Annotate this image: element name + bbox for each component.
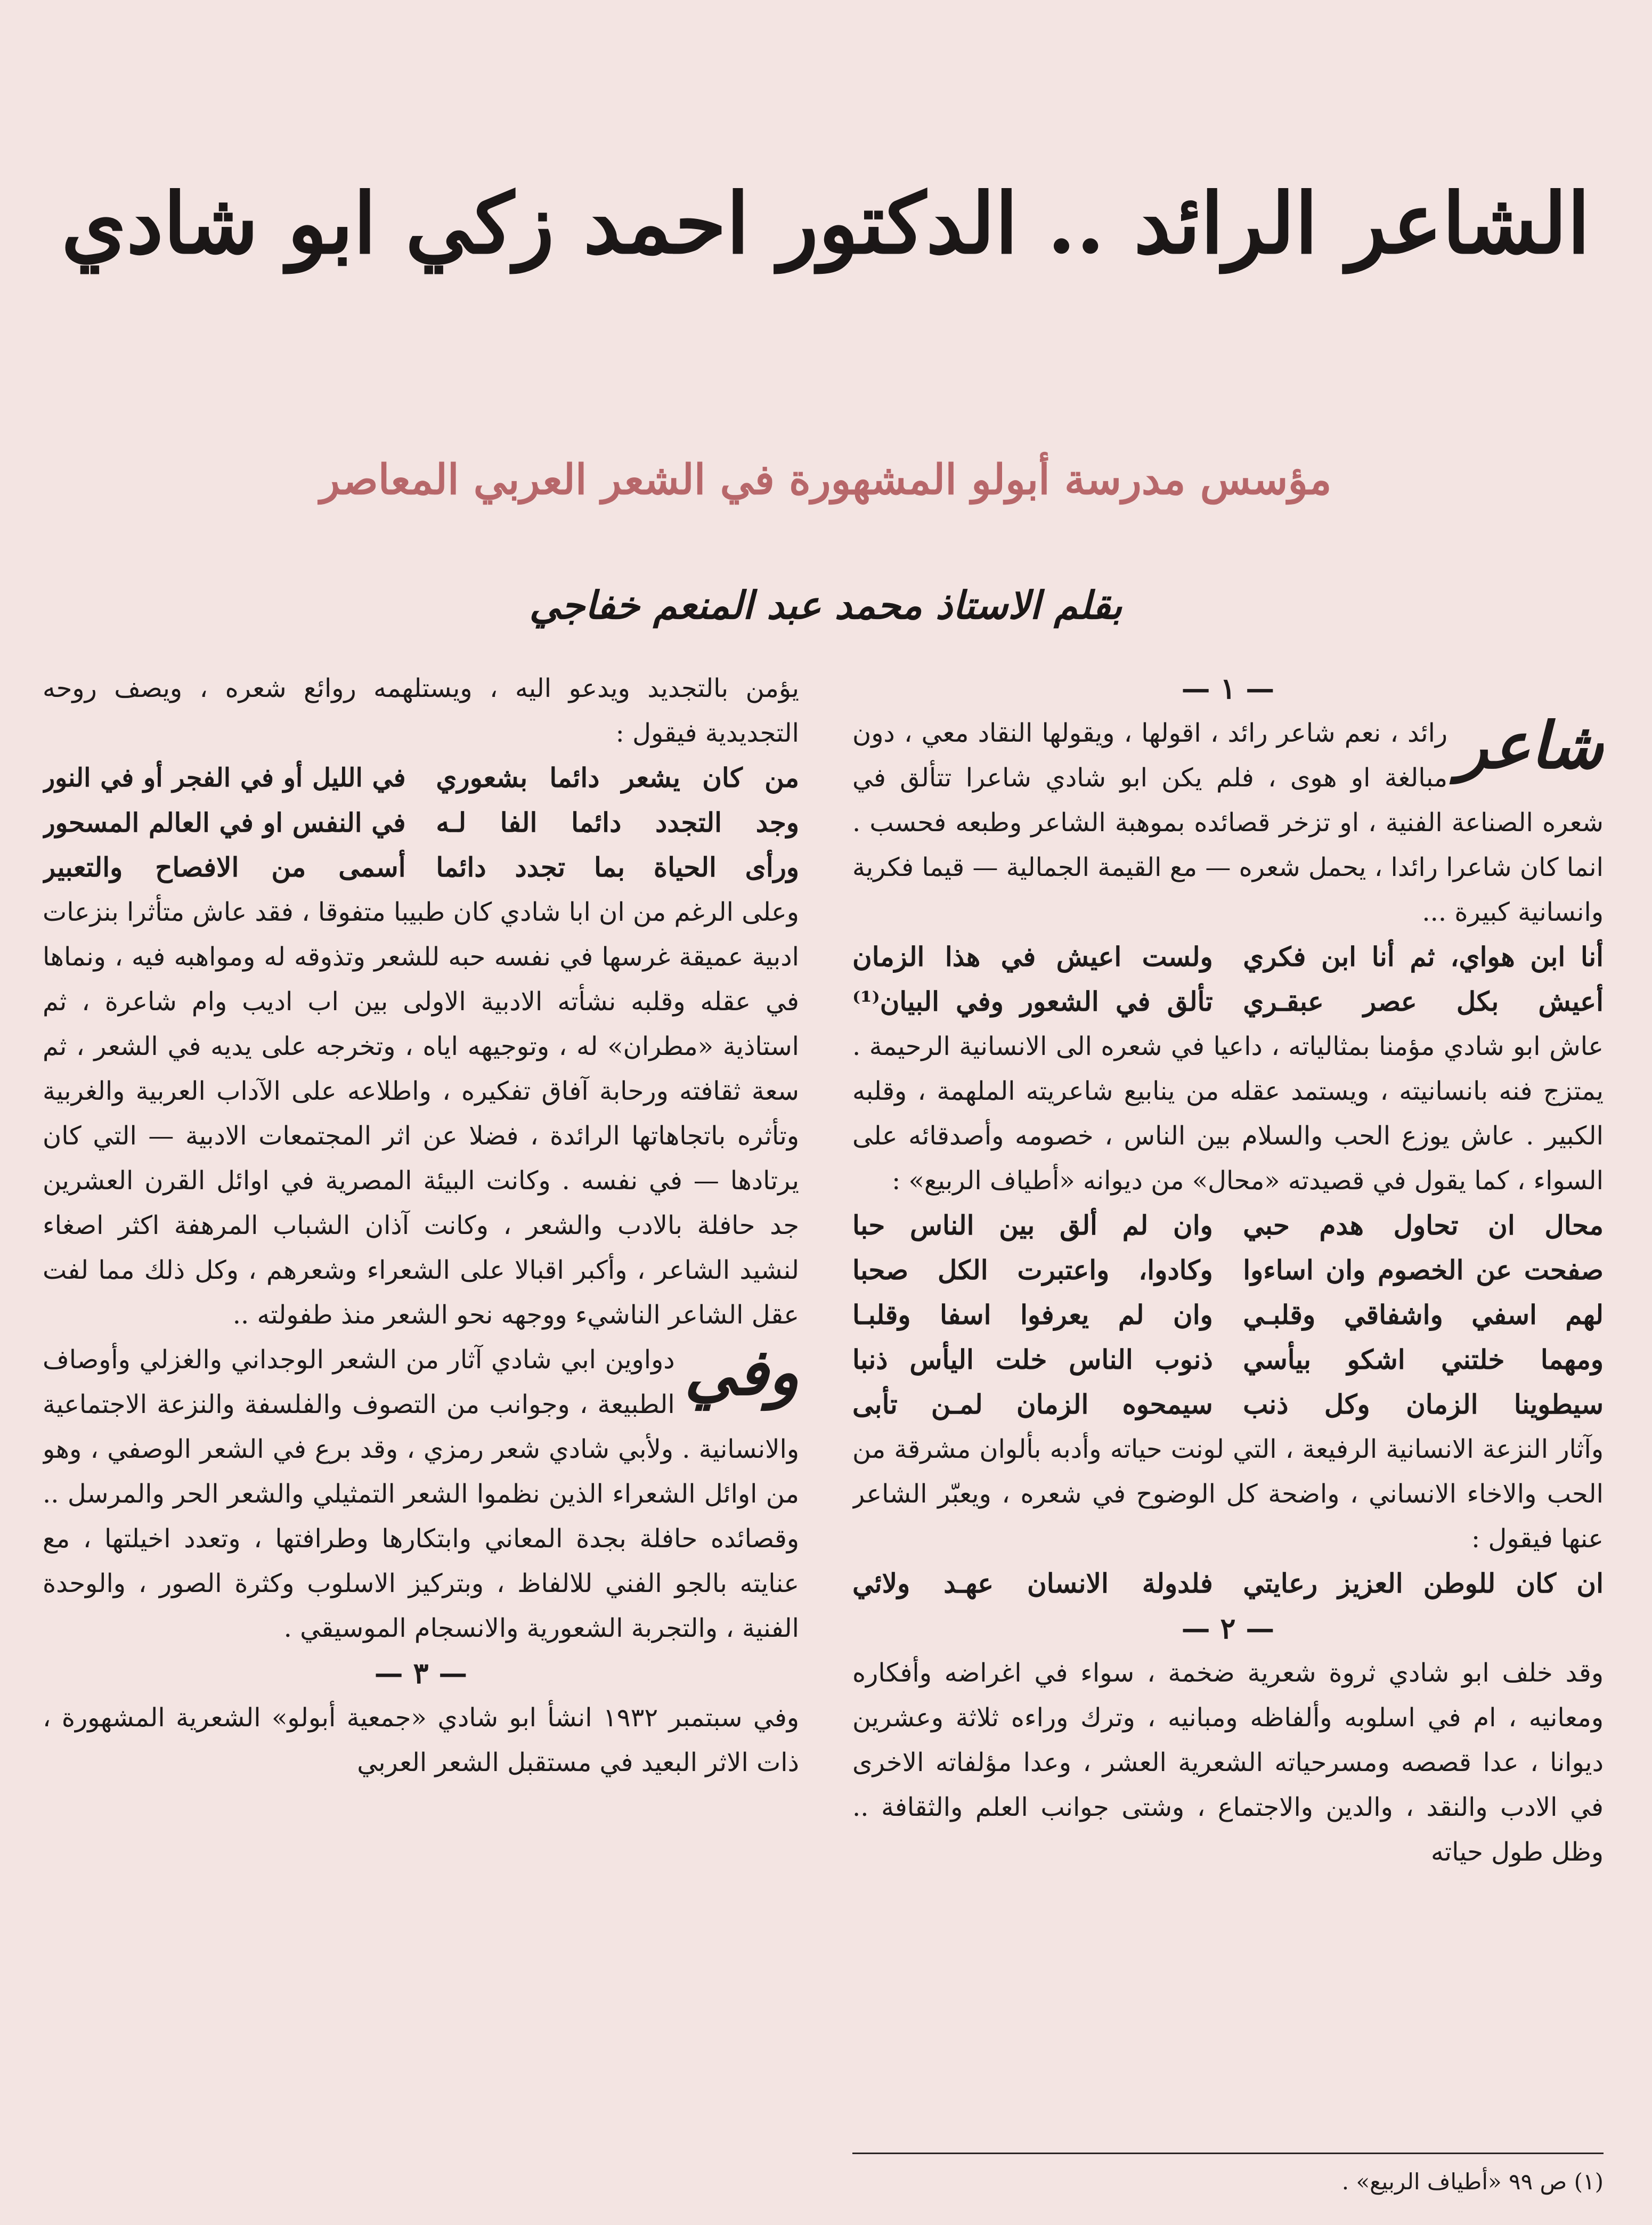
verse-line bbox=[43, 845, 799, 890]
verse-line bbox=[852, 935, 1604, 979]
paragraph bbox=[852, 708, 1604, 935]
verse-hemistich: صفحت عن الخصوم وان اساءوا bbox=[1243, 1254, 1604, 1286]
article-title-text: الشاعر الرائد .. الدكتور احمد زكي ابو شادي bbox=[61, 175, 1590, 272]
verse-hemistich: من كان يشعر دائما بشعوري bbox=[436, 762, 799, 793]
footnote-divider bbox=[852, 2153, 1604, 2154]
paragraph: وقد خلف ابو شادي ثروة شعرية ضخمة ، سواء في اغراضه وأفكاره ومعانيه ، ام في اسلوبه وألفاظه ومبانيه ، وترك وراءه ثلاثة وعشرين ديوانا ، عدا قصصه ومسرحياته الشعرية العشر ، وعدا مؤلفاته الاخرى في الادب والنقد ، والدين والاجتماع ، وشتى جوانب العلم والثقافة .. وظل طول حياته bbox=[852, 1658, 1604, 1867]
verse-line bbox=[852, 979, 1604, 1024]
verse-hemistich: وان لم يعرفوا اسفا وقلبـا bbox=[852, 1299, 1213, 1330]
verse-hemistich: أنا ابن هواي، ثم أنا ابن فكري bbox=[1243, 941, 1604, 972]
drop-cap-word: شاعر bbox=[1457, 708, 1604, 783]
paragraph: عاش ابو شادي مؤمنا بمثالياته ، داعيا في شعره الى الانسانية الرحيمة . يمتزج فنه بانسانيته ، ويستمد عقله من ينابيع شاعريته الملهمة ، وقلبه الكبير . عاش يوزع الحب والسلام بين الناس ، خصومه وأصدقائه على السواء ، كما يقول في قصيدته «محال» من ديوانه «أطياف الربيع» : bbox=[852, 1032, 1604, 1196]
drop-cap-word: وفي bbox=[684, 1335, 799, 1410]
verse-line bbox=[43, 756, 799, 800]
verse-hemistich: ذنوب الناس خلت اليأس ذنبا bbox=[852, 1344, 1213, 1375]
article-subtitle-text: مؤسس مدرسة أبولو المشهورة في الشعر العربي المعاصر bbox=[320, 455, 1332, 504]
verse-hemistich: أعيش بكل عصر عبقـري bbox=[1243, 986, 1604, 1017]
section-number-2: — ٢ — bbox=[1181, 1611, 1275, 1645]
paragraph bbox=[43, 1337, 799, 1651]
paragraph-text: رائد ، نعم شاعر رائد ، اقولها ، ويقولها النقاد معي ، دون مبالغة او هوى ، فلم يكن ابو شادي شاعرا تتألق في شعره الصناعة الفنية ، او تزخر قصائده بموهبة الشاعر وطبعه فحسب . انما كان شاعرا رائدا ، يحمل شعره — مع القيمة الجمالية — قيما فكرية وانسانية كبيرة ... bbox=[852, 718, 1604, 927]
paragraph: وآثار النزعة الانسانية الرفيعة ، التي لونت حياته وأدبه بألوان مشرقة من الحب والاخاء الانساني ، واضحة كل الوضوح في شعره ، ويعبّر الشاعر عنها فيقول : bbox=[852, 1434, 1604, 1554]
verse-hemistich: فلدولة الانسان عهـد ولائي bbox=[852, 1568, 1213, 1599]
verse-line bbox=[852, 1382, 1604, 1427]
verse-hemistich: أسمى من الافصاح والتعبير bbox=[43, 851, 406, 883]
verse-hemistich: ولست اعيش في هذا الزمان bbox=[852, 941, 1213, 972]
verse-hemistich: ان كان للوطن العزيز رعايتي bbox=[1243, 1568, 1604, 1599]
verse-line bbox=[852, 1203, 1604, 1248]
verse-line bbox=[852, 1248, 1604, 1293]
verse-line bbox=[852, 1293, 1604, 1337]
verse-hemistich: لهم اسفي واشفاقي وقلبـي bbox=[1243, 1299, 1604, 1330]
paragraph-text: دواوين ابي شادي آثار من الشعر الوجداني والغزلي وأوصاف الطبيعة ، وجوانب من التصوف والفلسفة والنزعة الاجتماعية والانسانية . ولأبي شادي شعر رمزي ، وقد برع في الشعر الوصفي ، وهو من اوائل الشعراء الذين نظموا الشعر التمثيلي والشعر الحر والمرسل .. وقصائده حافلة بجدة المعاني وابتكارها وطرافتها ، وتعدد اخيلتها ، مع عنايته بالجو الفني للالفاظ ، وبتركيز الاسلوب وكثرة الصور ، والوحدة الفنية ، والتجربة الشعورية والانسجام الموسيقي . bbox=[43, 1345, 799, 1643]
verse-hemistich: في الليل أو في الفجر أو في النور bbox=[43, 763, 406, 793]
article-title bbox=[43, 64, 1609, 384]
section-number-3: — ٣ — bbox=[374, 1656, 468, 1690]
author-byline bbox=[479, 575, 1172, 634]
verse-line bbox=[852, 1337, 1604, 1382]
verse-hemistich: سيطوينا الزمان وكل ذنب bbox=[1243, 1388, 1604, 1420]
article-subtitle bbox=[298, 410, 1353, 549]
verse-hemistich: محال ان تحاول هدم حبي bbox=[1243, 1209, 1604, 1241]
paragraph: وعلى الرغم من ان ابا شادي كان طبيبا متفوقا ، فقد عاش متأثرا بنزعات ادبية عميقة غرسها في نفسه حبه للشعر وتذوقه له ومواهبه فيه ، ونماها في عقله وقلبه نشأته الادبية الاولى بين اب اديب وام شاعرة ، ثم استاذية «مطران» له ، وتوجيهه اياه ، وتخرجه على يديه في الشعر ، ثم سعة ثقافته ورحابة آفاق تفكيره ، واطلاعه على الآداب العربية والغربية وتأثره باتجاهاتها الرائدة ، فضلا عن اثر المجتمعات الادبية — التي كان يرتادها — في نفسه . وكانت البيئة المصرية في اوائل القرن العشرين جد حافلة بالادب والشعر ، وكانت آذان الشباب المرهفة اكثر اصغاء لنشيد الشاعر ، وأكبر اقبالا على الشعراء وشعرهم ، وكل ذلك مما لفت عقل الشاعر الناشيء ووجهه نحو الشعر منذ طفولته .. bbox=[43, 897, 799, 1330]
author-byline-text: بقلم الاستاذ محمد عبد المنعم خفاجي bbox=[529, 582, 1122, 628]
verse-line bbox=[852, 1561, 1604, 1606]
verse-hemistich: سيمحوه الزمان لمـن تأبى bbox=[852, 1388, 1213, 1420]
verse-hemistich: وكادوا، واعتبرت الكل صحبا bbox=[852, 1254, 1213, 1286]
verse-hemistich: في النفس او في العالم المسحور bbox=[43, 807, 406, 838]
right-column bbox=[852, 666, 1604, 2137]
verse-hemistich: تألق في الشعور وفي البيان⁽¹⁾ bbox=[852, 986, 1213, 1017]
verse-line bbox=[43, 800, 799, 845]
verse-hemistich: ومهما خلتني اشكو بيأسي bbox=[1243, 1344, 1604, 1375]
verse-hemistich: وجد التجدد دائما الفا لـه bbox=[436, 807, 799, 838]
verse-hemistich: وان لم ألق بين الناس حبا bbox=[852, 1209, 1213, 1241]
paragraph: وفي سبتمبر ١٩٣٢ انشأ ابو شادي «جمعية أبولو» الشعرية المشهورة ، ذات الاثر البعيد في مستقبل الشعر العربي bbox=[43, 1703, 799, 1777]
left-column bbox=[43, 666, 799, 2137]
verse-hemistich: ورأى الحياة بما تجدد دائما bbox=[436, 851, 799, 883]
section-number-1: — ١ — bbox=[1181, 671, 1275, 705]
paragraph: يؤمن بالتجديد ويدعو اليه ، ويستلهمه روائع شعره ، ويصف روحه التجديدية فيقول : bbox=[43, 673, 799, 748]
footnote: (١) ص ٩٩ «أطياف الربيع» . bbox=[1341, 2169, 1604, 2195]
